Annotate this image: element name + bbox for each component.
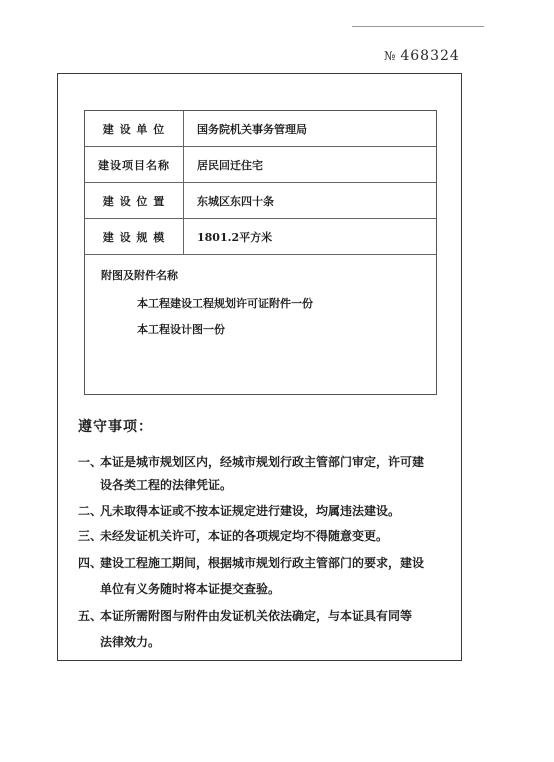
rule-text-line: 凡未取得本证或不按本证规定进行建设，均属违法建设。 [100, 504, 401, 518]
attachment-item: 本工程设计图一份 [137, 323, 225, 336]
rule-text-line: 设各类工程的法律凭证。 [100, 478, 233, 492]
row-value: 东城区东四十条 [197, 194, 274, 208]
row-value: 1801.2平方米 [197, 230, 273, 244]
rule-text-line: 未经发证机关许可，本证的各项规定均不得随意变更。 [100, 529, 389, 543]
rule-number: 三、 [78, 529, 103, 543]
row-value: 居民回迁住宅 [197, 158, 263, 172]
rule-text-line: 法律效力。 [100, 635, 161, 649]
attachments-heading: 附图及附件名称 [101, 269, 178, 282]
row-label: 建 设 单 位 [85, 111, 184, 146]
rule-number: 五、 [78, 609, 103, 623]
serial-value: 468324 [400, 48, 460, 64]
rule-text-line: 建设工程施工期间，根据城市规划行政主管部门的要求，建设 [100, 556, 425, 570]
table-row-location [85, 183, 436, 219]
row-label: 建 设 规 模 [85, 219, 184, 254]
rule-text-line: 本证是城市规划区内，经城市规划行政主管部门审定，许可建 [100, 455, 425, 469]
attachment-item: 本工程建设工程规划许可证附件一份 [137, 297, 313, 310]
rules-heading: 遵守事项： [78, 419, 153, 435]
serial-prefix: № [384, 49, 397, 63]
top-rule [352, 26, 484, 27]
table-row-project-name [85, 147, 436, 183]
rule-number: 一、 [78, 455, 103, 469]
project-info-table [84, 110, 437, 395]
rule-text-line: 单位有义务随时将本证提交查验。 [100, 582, 281, 596]
rule-number: 二、 [78, 504, 103, 518]
row-label: 建 设 位 置 [85, 183, 184, 218]
table-row-construction-unit [85, 111, 436, 147]
rule-number: 四、 [78, 556, 103, 570]
serial-number [384, 48, 460, 64]
table-row-scale [85, 219, 436, 255]
row-value: 国务院机关事务管理局 [197, 122, 307, 136]
rule-text-line: 本证所需附图与附件由发证机关依法确定，与本证具有同等 [100, 609, 413, 623]
row-label: 建设项目名称 [85, 147, 184, 182]
